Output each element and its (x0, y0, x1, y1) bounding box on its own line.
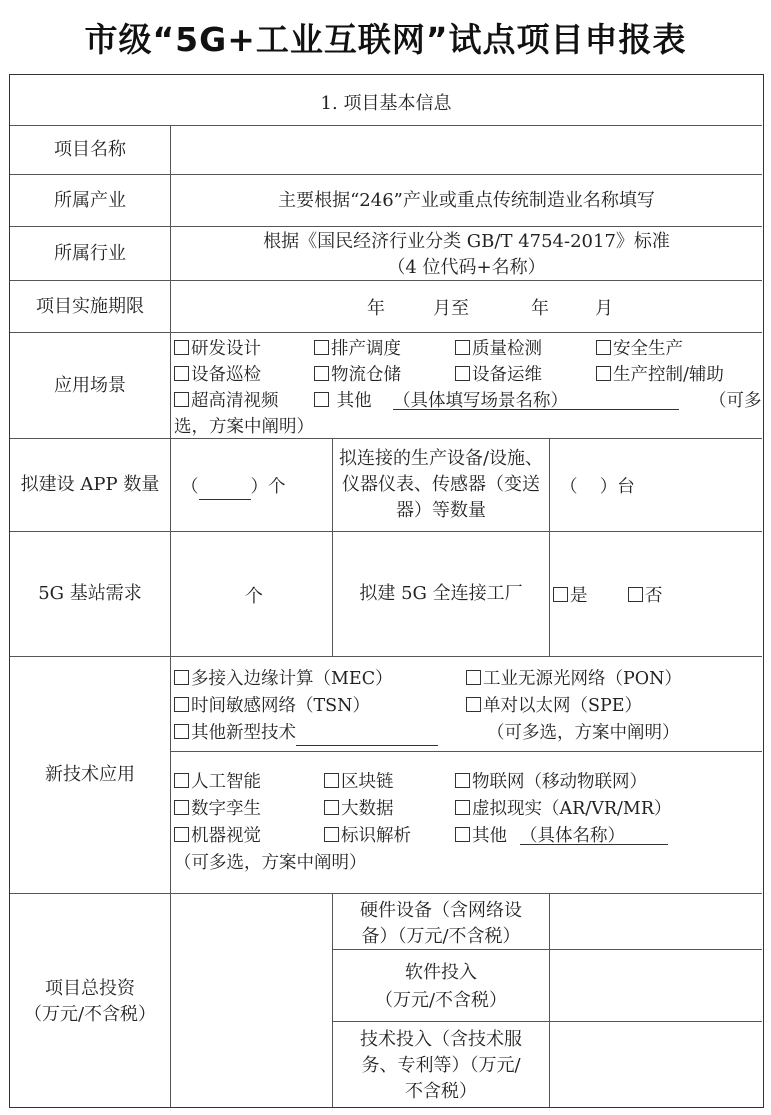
software-label-line1: 软件投入 (405, 962, 477, 983)
device-count-value: （ ）台 (560, 477, 635, 497)
checkbox-icon (455, 827, 470, 842)
scenario-checkbox-rnd[interactable]: 研发设计 (174, 335, 261, 360)
checkbox-icon (596, 366, 611, 381)
hardware-label (333, 894, 549, 949)
tech-investment-field[interactable] (550, 1022, 762, 1107)
tech-checkbox-spe[interactable]: 单对以太网（SPE） (466, 692, 642, 717)
tech-checkbox-identifier[interactable]: 标识解析 (324, 822, 411, 847)
checkbox-icon (174, 827, 189, 842)
hardware-field[interactable] (550, 894, 762, 949)
period-year-end: 年 (531, 298, 549, 319)
factory-yes-checkbox[interactable]: 是 (553, 582, 588, 607)
checkbox-icon (596, 340, 611, 355)
investment-total-field[interactable] (171, 894, 332, 1107)
full-connect-factory-label: 拟建 5G 全连接工厂 (359, 583, 523, 604)
tech-group1-note: （可多选，方案中阐明） (487, 723, 680, 743)
tech-checkbox-other2[interactable]: 其他 (455, 822, 507, 847)
scenario-checkbox-safety[interactable]: 安全生产 (596, 335, 683, 360)
tech-investment-label (333, 1022, 549, 1107)
checkbox-icon (174, 670, 189, 685)
tech-group2-note: （可多选，方案中阐明） (174, 853, 367, 873)
investment-label-line2: （万元/不含税） (23, 1004, 157, 1025)
app-count-blank (199, 479, 251, 500)
investment-label (10, 894, 170, 1107)
checkbox-icon (466, 670, 481, 685)
tech-checkbox-pon[interactable]: 工业无源光网络（PON） (466, 665, 682, 690)
software-field[interactable] (550, 950, 762, 1021)
period-month-end: 月 (595, 298, 613, 319)
period-field[interactable] (171, 281, 762, 332)
tech-checkbox-digital-twin[interactable]: 数字孪生 (174, 795, 261, 820)
checkbox-icon (174, 800, 189, 815)
industry-field[interactable] (171, 227, 762, 280)
checkbox-icon (174, 773, 189, 788)
checkbox-icon (314, 392, 329, 407)
period-year-start: 年 (367, 298, 385, 319)
hardware-label-line1: 硬件设备（含网络设 (360, 900, 522, 921)
tech-checkbox-vr[interactable]: 虚拟现实（AR/VR/MR） (455, 795, 672, 820)
tech-checkbox-big-data[interactable]: 大数据 (324, 795, 394, 820)
tech-checkbox-iot[interactable]: 物联网（移动物联网） (455, 768, 647, 793)
device-count-field[interactable] (550, 439, 762, 531)
tech-checkbox-blockchain[interactable]: 区块链 (324, 768, 394, 793)
scenario-label: 应用场景 (54, 374, 126, 396)
tech-checkbox-machine-vision[interactable]: 机器视觉 (174, 822, 261, 847)
tech-checkbox-mec[interactable]: 多接入边缘计算（MEC） (174, 665, 393, 690)
checkbox-icon (324, 773, 339, 788)
industry-hint-line1: 根据《国民经济行业分类 GB/T 4754-2017》标准 (263, 231, 670, 252)
scenario-checkbox-other[interactable]: 其他 (314, 387, 372, 412)
new-tech-label: 新技术应用 (45, 764, 135, 785)
tech-investment-line2: 务、专利等）（万元/ (361, 1055, 521, 1076)
scenario-note-part2: 选，方案中阐明） (174, 417, 314, 437)
project-name-label: 项目名称 (54, 139, 126, 160)
scenario-options (171, 333, 762, 438)
app-count-field[interactable] (171, 439, 332, 531)
section-header: 1. 项目基本信息 (320, 93, 452, 114)
software-label-line2: （万元/不含税） (374, 990, 508, 1011)
scenario-checkbox-control[interactable]: 生产控制/辅助 (596, 361, 724, 386)
base-station-label: 5G 基站需求 (38, 583, 142, 604)
scenario-checkbox-inspection[interactable]: 设备巡检 (174, 361, 261, 386)
checkbox-icon (174, 366, 189, 381)
scenario-note-part1: （可多 (709, 391, 762, 411)
scenario-checkbox-quality[interactable]: 质量检测 (455, 335, 542, 360)
checkbox-icon (324, 827, 339, 842)
checkbox-icon (174, 697, 189, 712)
checkbox-icon (314, 340, 329, 355)
checkbox-icon (466, 697, 481, 712)
checkbox-icon (455, 800, 470, 815)
new-tech-group1 (171, 657, 762, 751)
checkbox-icon (324, 800, 339, 815)
tech-checkbox-tsn[interactable]: 时间敏感网络（TSN） (174, 692, 370, 717)
scenario-other-input[interactable]: （具体填写场景名称） (393, 387, 679, 410)
checkbox-icon (174, 724, 189, 739)
hardware-label-line2: 备）（万元/不含税） (361, 926, 521, 947)
checkbox-icon (455, 340, 470, 355)
industry-label: 所属行业 (54, 242, 126, 264)
industry-sector-label: 所属产业 (54, 189, 126, 211)
tech-other-blank[interactable] (296, 725, 438, 746)
new-tech-group2 (171, 752, 762, 893)
tech-checkbox-ai[interactable]: 人工智能 (174, 768, 261, 793)
tech-other2-input[interactable]: （具体名称） (520, 822, 668, 845)
full-connect-factory-options (550, 532, 762, 656)
tech-investment-line1: 技术投入（含技术服 (360, 1029, 522, 1050)
scenario-checkbox-maintenance[interactable]: 设备运维 (455, 361, 542, 386)
investment-label-line1: 项目总投资 (45, 978, 135, 999)
checkbox-icon (628, 587, 643, 602)
checkbox-icon (174, 340, 189, 355)
scenario-checkbox-uhd-video[interactable]: 超高清视频 (174, 387, 279, 412)
base-station-unit: 个 (245, 586, 263, 607)
scenario-checkbox-scheduling[interactable]: 排产调度 (314, 335, 401, 360)
period-label: 项目实施期限 (36, 295, 144, 317)
checkbox-icon (314, 366, 329, 381)
app-count-label: 拟建设 APP 数量 (20, 474, 160, 495)
scenario-checkbox-logistics[interactable]: 物流仓储 (314, 361, 401, 386)
checkbox-icon (455, 773, 470, 788)
device-count-label: 拟连接的生产设备/设施、仪器仪表、传感器（变送器）等数量 (338, 448, 544, 521)
app-count-value: （ ）个 (181, 473, 286, 500)
tech-checkbox-other[interactable]: 其他新型技术 (174, 719, 438, 746)
industry-hint-line2: （4 位代码+名称） (387, 257, 546, 278)
application-form-table (9, 74, 764, 1108)
tech-investment-line3: 不含税） (405, 1081, 477, 1102)
checkbox-icon (455, 366, 470, 381)
base-station-field[interactable] (171, 532, 332, 656)
industry-sector-field[interactable]: 主要根据“246”产业或重点传统制造业名称填写 (278, 189, 655, 211)
project-name-field[interactable] (171, 126, 762, 174)
factory-no-checkbox[interactable]: 否 (628, 582, 663, 607)
checkbox-icon (174, 392, 189, 407)
software-label (333, 950, 549, 1021)
checkbox-icon (553, 587, 568, 602)
period-month-to: 月至 (433, 298, 469, 319)
page-title: 市级“5G+工业互联网”试点项目申报表 (84, 20, 687, 59)
